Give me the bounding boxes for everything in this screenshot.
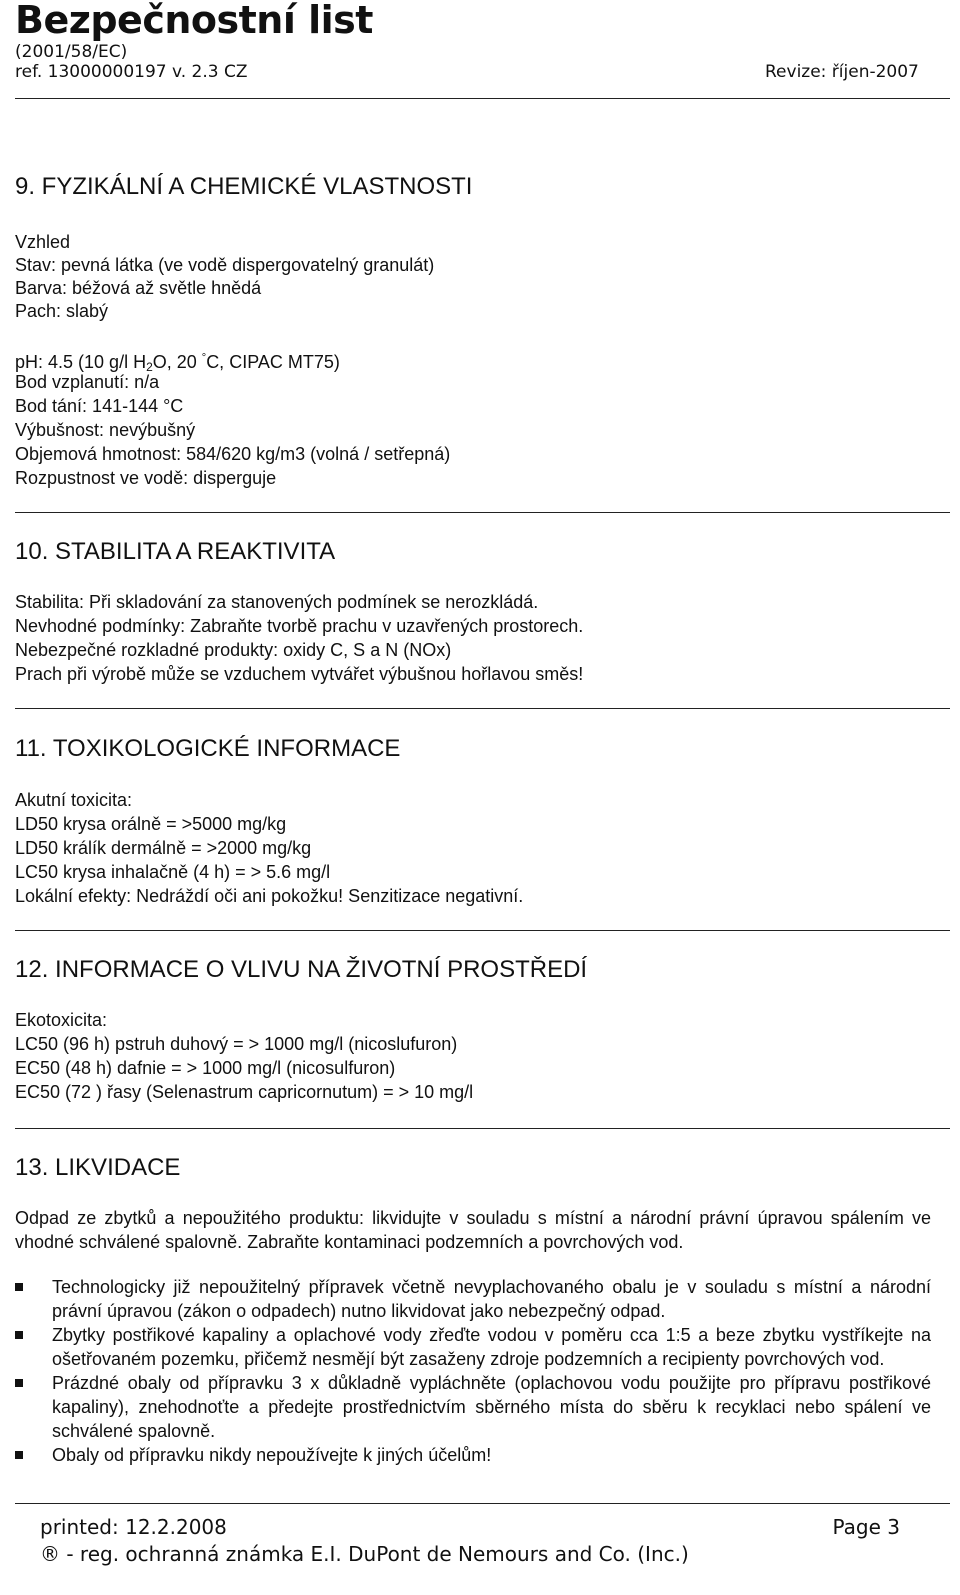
disposal-bullet-list [15, 1275, 931, 1467]
section-divider [15, 512, 950, 513]
melting-point-line: Bod tání: 141-144 °C [15, 396, 184, 416]
stability-line: Stabilita: Při skladování za stanovených podmínek se nerozkládá. [15, 592, 539, 612]
list-item: Technologicky již nepoužitelný přípravek včetně nevyplachovaného obalu je v souladu s místní a národní právní úpravou (zákon o odpadech) nutno likvidovat jako nebezpečný odpad. [15, 1275, 931, 1323]
directive-reference: (2001/58/EC) [15, 42, 128, 62]
list-item: Prázdné obaly od přípravku 3 x důkladně vypláchněte (oplachovou vodu použijte pro přípravu postřikové kapaliny), znehodnoťte a předejte prostřednictvím sběrného místa do sběru k recyklaci nebo spálení ve schválené spalovně. [15, 1371, 931, 1443]
state-line: Stav: pevná látka (ve vodě dispergovatelný granulát) [15, 255, 435, 275]
section-12-heading: 12. INFORMACE O VLIVU NA ŽIVOTNÍ PROSTŘEDÍ [15, 956, 588, 983]
ec50-daphnia-line: EC50 (48 h) dafnie = > 1000 mg/l (nicosulfuron) [15, 1058, 396, 1078]
header-divider [15, 98, 950, 99]
document-title: Bezpečnostní list [15, 0, 373, 42]
footer-divider [15, 1503, 950, 1504]
trademark-notice: ® - reg. ochranná známka E.I. DuPont de Nemours and Co. (Inc.) [40, 1542, 689, 1566]
disposal-paragraph: Odpad ze zbytků a nepoužitého produktu: likvidujte v souladu s místní a národní právní úpravou spálením ve vhodné schválené spalovně. Zabraňte kontaminaci podzemních a povrchových vod. [15, 1208, 931, 1252]
lc50-trout-line: LC50 (96 h) pstruh duhový = > 1000 mg/l (nicoslufuron) [15, 1034, 458, 1054]
decomposition-products-line: Nebezpečné rozkladné produkty: oxidy C, S a N (NOx) [15, 640, 452, 660]
page-number: Page 3 [832, 1515, 900, 1539]
explosiveness-line: Výbušnost: nevýbušný [15, 420, 196, 440]
conditions-line: Nevhodné podmínky: Zabraňte tvorbě prachu v uzavřených prostorech. [15, 616, 584, 636]
solubility-line: Rozpustnost ve vodě: disperguje [15, 468, 277, 488]
odor-line: Pach: slabý [15, 301, 109, 321]
lc50-inhalation-line: LC50 krysa inhalačně (4 h) = > 5.6 mg/l [15, 862, 331, 882]
section-11-heading: 11. TOXIKOLOGICKÉ INFORMACE [15, 735, 401, 762]
list-item: Obaly od přípravku nikdy nepoužívejte k jiných účelům! [15, 1443, 931, 1467]
acute-toxicity-label: Akutní toxicita: [15, 790, 133, 810]
product-reference: ref. 13000000197 v. 2.3 CZ [15, 62, 248, 82]
density-line: Objemová hmotnost: 584/620 kg/m3 (volná / setřepná) [15, 444, 451, 464]
ph-line: pH: 4.5 (10 g/l $H_2O$, 20 °C, CIPAC MT75) [15, 352, 340, 374]
ecotoxicity-label: Ekotoxicita: [15, 1010, 108, 1030]
section-9-heading: 9. FYZIKÁLNÍ A CHEMICKÉ VLASTNOSTI [15, 173, 473, 200]
section-10-heading: 10. STABILITA A REAKTIVITA [15, 538, 336, 565]
ec50-algae-line: EC50 (72 ) řasy (Selenastrum capricornutum) = > 10 mg/l [15, 1082, 474, 1102]
ld50-oral-line: LD50 krysa orálně = >5000 mg/kg [15, 814, 287, 834]
square-bullet-icon [15, 1283, 23, 1291]
color-line: Barva: béžová až světle hnědá [15, 278, 262, 298]
appearance-label: Vzhled [15, 232, 71, 252]
section-13-heading: 13. LIKVIDACE [15, 1154, 181, 1181]
section-divider [15, 708, 950, 709]
section-divider [15, 930, 950, 931]
square-bullet-icon [15, 1451, 23, 1459]
section-divider [15, 1128, 950, 1129]
dust-warning-line: Prach při výrobě může se vzduchem vytvářet výbušnou hořlavou směs! [15, 664, 584, 684]
ld50-dermal-line: LD50 králík dermálně = >2000 mg/kg [15, 838, 312, 858]
local-effects-line: Lokální efekty: Nedráždí oči ani pokožku! Senzitizace negativní. [15, 886, 524, 906]
square-bullet-icon [15, 1331, 23, 1339]
list-item: Zbytky postřikové kapaliny a oplachové vody zřeďte vodou v poměru cca 1:5 a beze zbytku vystříkejte na ošetřovaném pozemku, přičemž nesmějí být zasaženy zdroje podzemních a recipienty povrchových vod. [15, 1323, 931, 1371]
printed-date: printed: 12.2.2008 [40, 1515, 227, 1539]
flash-point-line: Bod vzplanutí: n/a [15, 372, 160, 392]
revision-date: Revize: říjen-2007 [765, 62, 919, 82]
square-bullet-icon [15, 1379, 23, 1387]
